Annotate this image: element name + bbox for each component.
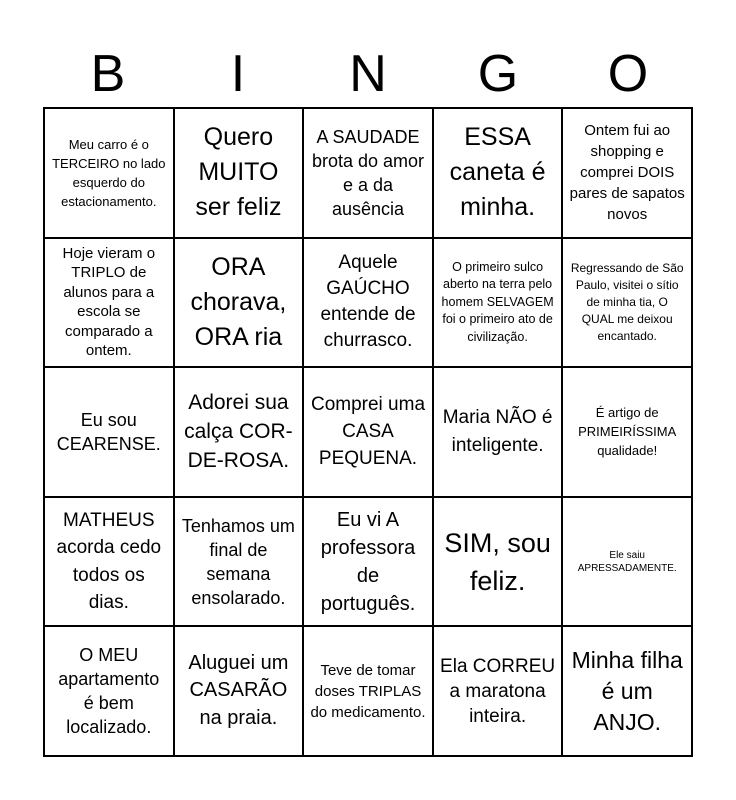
header-letter-n: N bbox=[349, 45, 387, 103]
bingo-cell[interactable] bbox=[303, 497, 433, 627]
cell-text: Eu vi A professora de português. bbox=[320, 508, 416, 615]
bingo-cell[interactable] bbox=[303, 108, 433, 238]
cell-text: O primeiro sulco aberto na terra pelo homem SELVAGEM foi o primeiro ato de civilização. bbox=[441, 259, 554, 344]
cell-text: Teve de tomar doses TRIPLAS do medicamento. bbox=[310, 661, 426, 721]
bingo-cell[interactable] bbox=[433, 367, 563, 497]
cell-text: Minha filha é um ANJO. bbox=[571, 646, 683, 735]
bingo-grid bbox=[43, 107, 693, 757]
cell-text: O MEU apartamento é bem localizado. bbox=[58, 645, 160, 738]
header-letter-o: O bbox=[607, 45, 649, 103]
bingo-cell[interactable] bbox=[303, 238, 433, 368]
cell-text: Aquele GAÚCHO entende de churrasco. bbox=[320, 252, 416, 352]
cell-text: SIM, sou feliz. bbox=[444, 527, 551, 596]
bingo-cell[interactable] bbox=[433, 238, 563, 368]
header-letter-b: B bbox=[90, 45, 126, 103]
bingo-cell[interactable] bbox=[44, 497, 174, 627]
cell-text: ESSA caneta é minha. bbox=[449, 123, 546, 222]
bingo-cell[interactable] bbox=[433, 626, 563, 756]
header-letter-i: I bbox=[230, 45, 246, 103]
bingo-cell[interactable] bbox=[562, 367, 692, 497]
bingo-cell[interactable] bbox=[174, 108, 304, 238]
header-letter-g: G bbox=[477, 45, 519, 103]
cell-text: Ele saiu APRESSADAMENTE. bbox=[577, 549, 677, 574]
cell-text: Comprei uma CASA PEQUENA. bbox=[310, 394, 426, 470]
cell-text: Regressando de São Paulo, visitei o sítio de minha tia, O QUAL me deixou encantado. bbox=[570, 260, 684, 343]
bingo-cell[interactable] bbox=[303, 626, 433, 756]
bingo-cell[interactable] bbox=[562, 238, 692, 368]
bingo-cell[interactable] bbox=[174, 497, 304, 627]
cell-text: Adorei sua calça COR-DE-ROSA. bbox=[184, 391, 293, 473]
bingo-cell[interactable] bbox=[44, 367, 174, 497]
bingo-cell[interactable] bbox=[174, 626, 304, 756]
bingo-cell[interactable] bbox=[562, 497, 692, 627]
cell-text: Tenhamos um final de semana ensolarado. bbox=[181, 515, 295, 608]
cell-text: Ontem fui ao shopping e comprei DOIS pares de sapatos novos bbox=[569, 122, 685, 224]
bingo-cell[interactable] bbox=[44, 238, 174, 368]
cell-text: Hoje vieram o TRIPLO de alunos para a escola se comparado a ontem. bbox=[62, 244, 156, 360]
cell-text: Maria NÃO é inteligente. bbox=[442, 406, 553, 456]
bingo-header bbox=[43, 40, 693, 108]
bingo-cell[interactable] bbox=[303, 367, 433, 497]
bingo-cell[interactable] bbox=[44, 108, 174, 238]
bingo-cell[interactable] bbox=[174, 238, 304, 368]
cell-text: Aluguei um CASARÃO na praia. bbox=[188, 651, 289, 729]
bingo-cell[interactable] bbox=[433, 497, 563, 627]
bingo-cell[interactable] bbox=[44, 626, 174, 756]
cell-text: Ela CORREU a maratona inteira. bbox=[440, 655, 556, 727]
bingo-cell[interactable] bbox=[174, 367, 304, 497]
cell-text: MATHEUS acorda cedo todos os dias. bbox=[56, 509, 162, 614]
bingo-cell[interactable] bbox=[562, 626, 692, 756]
cell-text: A SAUDADE brota do amor e a da ausência bbox=[311, 126, 425, 219]
cell-text: Eu sou CEARENSE. bbox=[56, 409, 161, 454]
bingo-cell[interactable] bbox=[433, 108, 563, 238]
cell-text: Quero MUITO ser feliz bbox=[195, 123, 282, 222]
cell-text: É artigo de PRIMEIRÍSSIMA qualidade! bbox=[578, 405, 677, 459]
cell-text: Meu carro é o TERCEIRO no lado esquerdo do estacionamento. bbox=[52, 136, 166, 209]
bingo-cell[interactable] bbox=[562, 108, 692, 238]
cell-text: ORA chorava, ORA ria bbox=[190, 252, 287, 351]
